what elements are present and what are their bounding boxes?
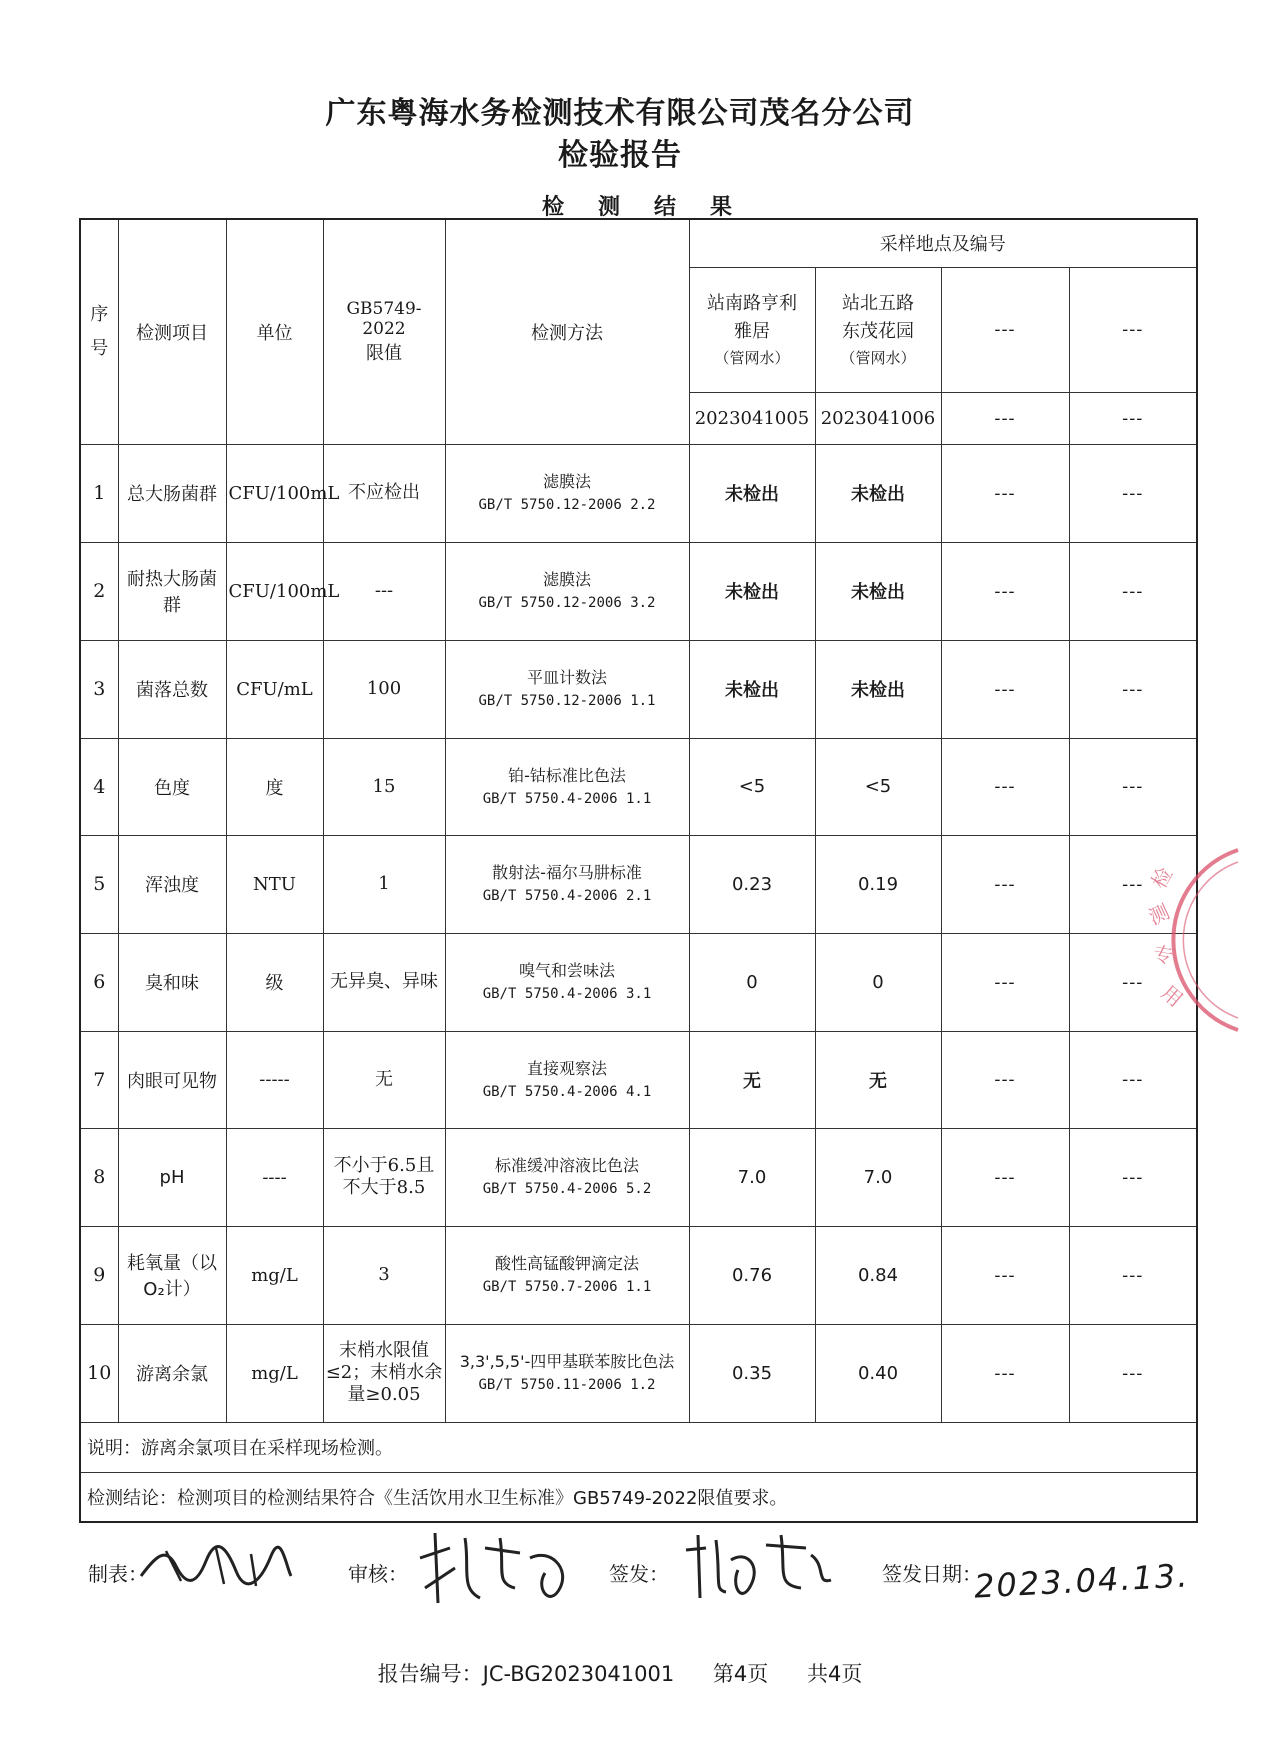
approved-label: 签发： — [609, 1562, 669, 1586]
row-seq: 9 — [80, 1226, 118, 1324]
table-row — [80, 738, 1197, 835]
row-method — [445, 444, 689, 542]
row-method — [445, 1128, 689, 1226]
result-site-1: <5 — [689, 738, 815, 835]
row-unit: 度 — [226, 738, 323, 835]
row-item: 耗氧量（以O₂计） — [118, 1226, 226, 1324]
svg-text:专: 专 — [1151, 941, 1175, 969]
table-row — [80, 1324, 1197, 1422]
prepared-label: 制表： — [88, 1562, 148, 1586]
result-site-2: 7.0 — [815, 1128, 941, 1226]
row-limit: 无异臭、异味 — [323, 933, 445, 1031]
row-method — [445, 933, 689, 1031]
method-name: 散射法-福尔马肼标准 — [492, 863, 642, 882]
reviewed-label: 审核： — [348, 1562, 408, 1586]
result-site-2: 无 — [815, 1031, 941, 1128]
issue-date: 2023.04.13. — [973, 1556, 1191, 1606]
row-seq: 10 — [80, 1324, 118, 1422]
table-row — [80, 835, 1197, 933]
row-seq: 4 — [80, 738, 118, 835]
result-site-3-empty: --- — [941, 1128, 1069, 1226]
result-site-2: 0 — [815, 933, 941, 1031]
row-method — [445, 1031, 689, 1128]
row-limit: 15 — [323, 738, 445, 835]
method-standard: GB/T 5750.12-2006 1.1 — [478, 693, 656, 709]
result-site-1: 7.0 — [689, 1128, 815, 1226]
result-site-4-empty: --- — [1069, 1031, 1197, 1128]
result-site-4-empty: --- — [1069, 640, 1197, 738]
row-limit: 1 — [323, 835, 445, 933]
row-unit: ---- — [226, 1128, 323, 1226]
table-row — [80, 1226, 1197, 1324]
header-item: 检测项目 — [118, 219, 226, 444]
row-item: 游离余氯 — [118, 1324, 226, 1422]
header-seq: 序 号 — [80, 219, 118, 444]
row-item: 总大肠菌群 — [118, 444, 226, 542]
row-seq: 3 — [80, 640, 118, 738]
site-2-code: 2023041006 — [815, 392, 941, 444]
method-name: 滤膜法 — [542, 570, 591, 589]
report-title: 检验报告 — [558, 138, 682, 173]
row-limit: --- — [323, 542, 445, 640]
svg-text:检: 检 — [1146, 863, 1178, 893]
method-name: 标准缓冲溶液比色法 — [494, 1156, 639, 1175]
result-site-2: 未检出 — [815, 640, 941, 738]
total-pages: 共4页 — [806, 1662, 863, 1686]
svg-text:测: 测 — [1144, 899, 1174, 930]
header-sampling: 采样地点及编号 — [689, 219, 1197, 267]
row-item: 浑浊度 — [118, 835, 226, 933]
result-site-3-empty: --- — [941, 738, 1069, 835]
row-item: 臭和味 — [118, 933, 226, 1031]
result-site-2: <5 — [815, 738, 941, 835]
site-3-code-empty: --- — [941, 392, 1069, 444]
result-site-3-empty: --- — [941, 640, 1069, 738]
method-standard: GB/T 5750.4-2006 2.1 — [482, 888, 652, 904]
result-site-1: 无 — [689, 1031, 815, 1128]
result-site-1: 0 — [689, 933, 815, 1031]
row-unit: CFU/mL — [226, 640, 323, 738]
table-row — [80, 1031, 1197, 1128]
method-name: 滤膜法 — [542, 472, 591, 491]
method-name: 平皿计数法 — [526, 668, 607, 687]
row-item: 肉眼可见物 — [118, 1031, 226, 1128]
row-item: 色度 — [118, 738, 226, 835]
page-number: 第4页 — [712, 1662, 769, 1686]
row-method — [445, 1324, 689, 1422]
site-3-empty: --- — [941, 267, 1069, 392]
result-site-4-empty: --- — [1069, 444, 1197, 542]
row-limit: 末梢水限值≤2；末梢水余量≥0.05 — [323, 1324, 445, 1422]
row-limit: 不应检出 — [323, 444, 445, 542]
table-row — [80, 1128, 1197, 1226]
reviewed-signature — [410, 1528, 580, 1606]
prepared-signature — [136, 1536, 296, 1596]
result-site-2: 未检出 — [815, 542, 941, 640]
results-table — [79, 218, 1198, 1523]
method-standard: GB/T 5750.4-2006 4.1 — [482, 1083, 652, 1100]
row-unit: CFU/100mL — [226, 542, 323, 640]
result-site-4-empty: --- — [1069, 933, 1197, 1031]
row-seq: 6 — [80, 933, 118, 1031]
row-unit: mg/L — [226, 1324, 323, 1422]
row-limit: 100 — [323, 640, 445, 738]
header-limit: GB5749-2022 限值 — [323, 219, 445, 444]
row-method — [445, 738, 689, 835]
method-standard: GB/T 5750.4-2006 5.2 — [482, 1181, 652, 1197]
result-site-2: 0.84 — [815, 1226, 941, 1324]
method-name: 3,3',5,5'-四甲基联苯胺比色法 — [459, 1352, 675, 1371]
method-standard: GB/T 5750.12-2006 3.2 — [478, 595, 656, 611]
method-standard: GB/T 5750.12-2006 2.2 — [478, 497, 656, 513]
result-site-3-empty: --- — [941, 1324, 1069, 1422]
note: 说明：游离余氯项目在采样现场检测。 — [80, 1422, 1197, 1472]
row-method — [445, 640, 689, 738]
result-site-3-empty: --- — [941, 444, 1069, 542]
site-4-empty: --- — [1069, 267, 1197, 392]
company-name: 广东粤海水务检测技术有限公司茂名分公司 — [325, 96, 915, 131]
method-name: 直接观察法 — [526, 1058, 607, 1078]
row-seq: 5 — [80, 835, 118, 933]
table-row — [80, 640, 1197, 738]
site-1-code: 2023041005 — [689, 392, 815, 444]
result-site-2: 0.19 — [815, 835, 941, 933]
table-row — [80, 933, 1197, 1031]
row-item: pH — [118, 1128, 226, 1226]
result-site-1: 未检出 — [689, 444, 815, 542]
result-site-4-empty: --- — [1069, 738, 1197, 835]
report-number: 报告编号：JC-BG2023041001 — [377, 1662, 675, 1686]
row-method — [445, 542, 689, 640]
result-site-4-empty: --- — [1069, 1226, 1197, 1324]
seal-stamp — [1128, 840, 1238, 1040]
row-seq: 7 — [80, 1031, 118, 1128]
row-seq: 8 — [80, 1128, 118, 1226]
result-site-1: 未检出 — [689, 640, 815, 738]
row-limit: 无 — [323, 1031, 445, 1128]
result-site-3-empty: --- — [941, 1226, 1069, 1324]
result-site-3-empty: --- — [941, 835, 1069, 933]
date-label: 签发日期： — [882, 1562, 982, 1586]
result-site-3-empty: --- — [941, 542, 1069, 640]
site-1: 站南路亨利 雅居 （管网水） — [689, 267, 815, 392]
row-item: 菌落总数 — [118, 640, 226, 738]
method-name: 铂-钴标准比色法 — [508, 765, 626, 785]
row-unit: ----- — [226, 1031, 323, 1128]
footer — [0, 1658, 1240, 1688]
result-site-3-empty: --- — [941, 1031, 1069, 1128]
conclusion: 检测结论：检测项目的检测结果符合《生活饮用水卫生标准》GB5749-2022限值要求。 — [80, 1472, 1197, 1522]
row-method — [445, 1226, 689, 1324]
result-site-2: 未检出 — [815, 444, 941, 542]
result-site-4-empty: --- — [1069, 542, 1197, 640]
row-unit: 级 — [226, 933, 323, 1031]
result-site-1: 未检出 — [689, 542, 815, 640]
site-2: 站北五路 东茂花园 （管网水） — [815, 267, 941, 392]
row-unit: NTU — [226, 835, 323, 933]
table-row — [80, 444, 1197, 542]
row-seq: 1 — [80, 444, 118, 542]
row-seq: 2 — [80, 542, 118, 640]
result-site-1: 0.76 — [689, 1226, 815, 1324]
svg-text:用: 用 — [1156, 980, 1188, 1012]
result-site-1: 0.35 — [689, 1324, 815, 1422]
result-site-3-empty: --- — [941, 933, 1069, 1031]
section-title: 检测结果 — [541, 195, 766, 220]
method-standard: GB/T 5750.7-2006 1.1 — [482, 1279, 652, 1295]
row-item: 耐热大肠菌群 — [118, 542, 226, 640]
row-limit: 不小于6.5且不大于8.5 — [323, 1128, 445, 1226]
method-standard: GB/T 5750.11-2006 1.2 — [478, 1377, 656, 1393]
result-site-4-empty: --- — [1069, 1128, 1197, 1226]
method-name: 酸性高锰酸钾滴定法 — [494, 1254, 639, 1273]
row-unit: mg/L — [226, 1226, 323, 1324]
result-site-4-empty: --- — [1069, 835, 1197, 933]
method-name: 嗅气和尝味法 — [518, 961, 615, 980]
table-row — [80, 542, 1197, 640]
row-method — [445, 835, 689, 933]
result-site-1: 0.23 — [689, 835, 815, 933]
row-unit: CFU/100mL — [226, 444, 323, 542]
approved-signature — [676, 1530, 836, 1602]
method-standard: GB/T 5750.4-2006 1.1 — [482, 790, 652, 807]
row-limit: 3 — [323, 1226, 445, 1324]
header-method: 检测方法 — [445, 219, 689, 444]
site-4-code-empty: --- — [1069, 392, 1197, 444]
result-site-4-empty: --- — [1069, 1324, 1197, 1422]
result-site-2: 0.40 — [815, 1324, 941, 1422]
header-unit: 单位 — [226, 219, 323, 444]
method-standard: GB/T 5750.4-2006 3.1 — [482, 986, 652, 1002]
